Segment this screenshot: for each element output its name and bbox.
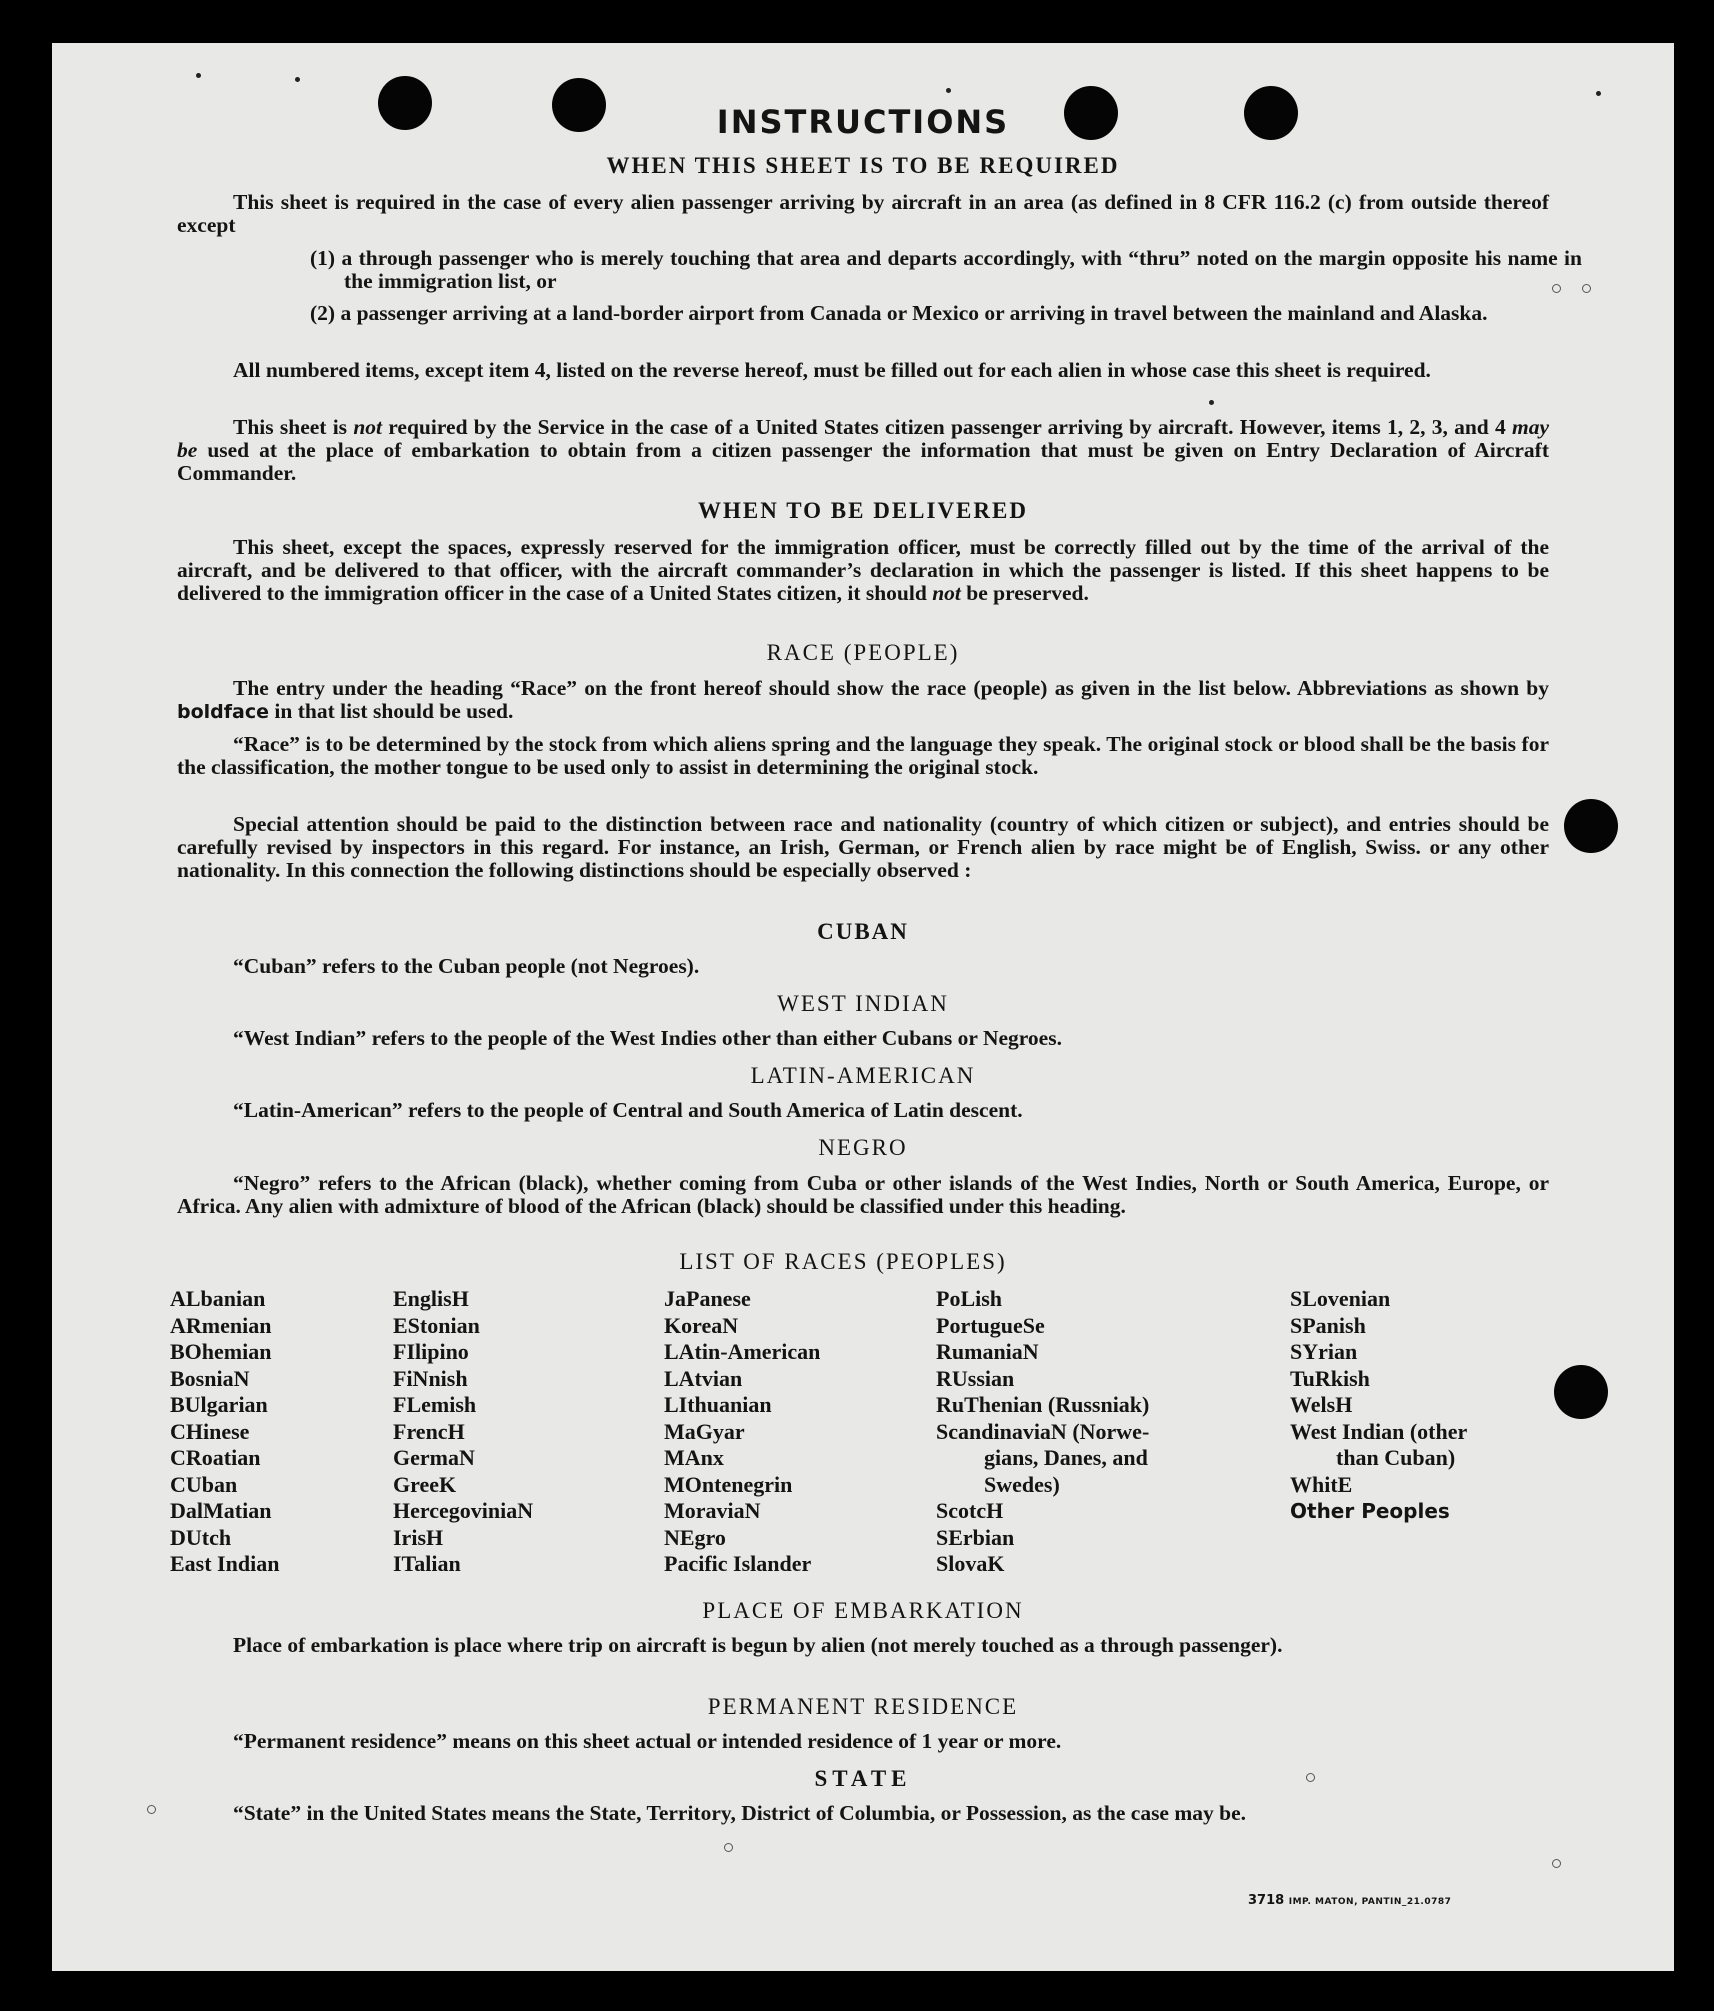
heading-state: STATE <box>814 1766 912 1791</box>
instruction-sheet <box>52 43 1674 1971</box>
races-column-4: PoLish PortugueSe RumaniaN RUssian RuThenian (Russniak) ScandinaviaN (Norwe- gians, Danes, and Swedes) ScotcH SErbian SlovaK <box>936 1286 1150 1576</box>
heading-list-of-races: LIST OF RACES (PEOPLES) <box>679 1249 1007 1274</box>
speck <box>946 88 951 93</box>
paragraph-required-intro: This sheet is required in the case of every alien passenger arriving by aircraft in an area (as defined in 8 CFR 116.2 (c) from outside thereof except <box>177 190 1549 237</box>
printer-imprint: 3718 IMP. MATON, PANTIN_21.0787 <box>1248 1893 1452 1908</box>
punch-hole-5 <box>1564 799 1618 853</box>
paragraph-race-determination: “Race” is to be determined by the stock from which aliens spring and the language they speak. The original stock or blood shall be the basis for the classification, the mother tongue to be used only to assist in determining the original stock. <box>177 732 1549 779</box>
paragraph-cuban: “Cuban” refers to the Cuban people (not Negroes). <box>233 954 700 978</box>
heading-latin-american: LATIN-AMERICAN <box>750 1063 976 1088</box>
speck <box>147 1805 156 1814</box>
paragraph-west-indian: “West Indian” refers to the people of the West Indies other than either Cubans or Negroes. <box>233 1026 1062 1050</box>
speck <box>196 73 201 78</box>
speck <box>1552 1859 1561 1868</box>
exception-item-1: (1) a through passenger who is merely touching that area and departs accordingly, with “thru” noted on the margin opposite his name in the immigration list, or <box>310 246 1582 293</box>
heading-when-required: WHEN THIS SHEET IS TO BE REQUIRED <box>606 153 1120 178</box>
paragraph-citizen: This sheet is not required by the Service in the case of a United States citizen passenger arriving by aircraft. However, items 1, 2, 3, and 4 may be used at the place of embarkation to obtain from a citizen passenger the information that must be given on Entry Declaration of Aircraft Commander. <box>177 415 1550 485</box>
heading-permanent-residence: PERMANENT RESIDENCE <box>707 1694 1019 1719</box>
paragraph-permanent-residence: “Permanent residence” means on this sheet actual or intended residence of 1 year or more. <box>233 1729 1062 1753</box>
races-column-2: EnglisH EStonian FIlipino FiNnish FLemish FrencH GermaN GreeK HercegoviniaN IrisH ITalian <box>393 1286 534 1576</box>
page-title: INSTRUCTIONS <box>716 103 1010 141</box>
speck <box>1582 284 1591 293</box>
heading-when-delivered: WHEN TO BE DELIVERED <box>698 498 1028 523</box>
paragraph-numbered-items: All numbered items, except item 4, listed on the reverse hereof, must be filled out for each alien in whose case this sheet is required. <box>233 358 1431 382</box>
paragraph-state: “State” in the United States means the State, Territory, District of Columbia, or Possession, as the case may be. <box>233 1801 1247 1825</box>
heading-embarkation: PLACE OF EMBARKATION <box>702 1598 1024 1623</box>
speck <box>1209 400 1214 405</box>
paragraph-embarkation: Place of embarkation is place where trip on aircraft is begun by alien (not merely touched as a through passenger). <box>233 1633 1283 1657</box>
races-column-5: SLovenian SPanish SYrian TuRkish WelsH West Indian (other than Cuban) WhitE Other Peoples <box>1290 1286 1468 1523</box>
speck <box>295 77 300 82</box>
speck <box>1596 91 1601 96</box>
races-column-3: JaPanese KoreaN LAtin-American LAtvian LIthuanian MaGyar MAnx MOntenegrin MoraviaN NEgro Pacific Islander <box>664 1286 821 1576</box>
heading-race: RACE (PEOPLE) <box>766 640 960 665</box>
paragraph-delivered: This sheet, except the spaces, expressly reserved for the immigration officer, must be correctly filled out by the time of the arrival of the aircraft, and be delivered to that officer, with the aircraft commander’s declaration in which the passenger is listed. If this sheet happens to be delivered to the immigration officer in the case of a United States citizen, it should not be preserved. <box>177 535 1549 605</box>
speck <box>724 1843 733 1852</box>
paragraph-race-distinction: Special attention should be paid to the distinction between race and nationality (country of which citizen or subject), and entries should be carefully revised by inspectors in this regard. For instance, an Irish, German, or French alien by race might be of English, Swiss. or any other nationality. In this connection the following distinctions should be especially observed : <box>177 812 1549 882</box>
races-column-1: ALbanian ARmenian BOhemian BosniaN BUlgarian CHinese CRoatian CUban DalMatian DUtch East Indian <box>170 1286 280 1576</box>
paragraph-latin-american: “Latin-American” refers to the people of Central and South America of Latin descent. <box>233 1098 1023 1122</box>
paragraph-negro: “Negro” refers to the African (black), whether coming from Cuba or other islands of the West Indies, North or South America, Europe, or Africa. Any alien with admixture of blood of the African (black) should be classified under this heading. <box>177 1171 1549 1218</box>
heading-west-indian: WEST INDIAN <box>777 991 949 1016</box>
heading-negro: NEGRO <box>818 1135 908 1160</box>
exception-item-2: (2) a passenger arriving at a land-border airport from Canada or Mexico or arriving in travel between the mainland and Alaska. <box>310 301 1488 325</box>
heading-cuban: CUBAN <box>817 919 909 944</box>
punch-hole-6 <box>1554 1365 1608 1419</box>
paragraph-race-entry: The entry under the heading “Race” on the front hereof should show the race (people) as given in the list below. Abbreviations as shown by boldface in that list should be used. <box>177 676 1549 723</box>
